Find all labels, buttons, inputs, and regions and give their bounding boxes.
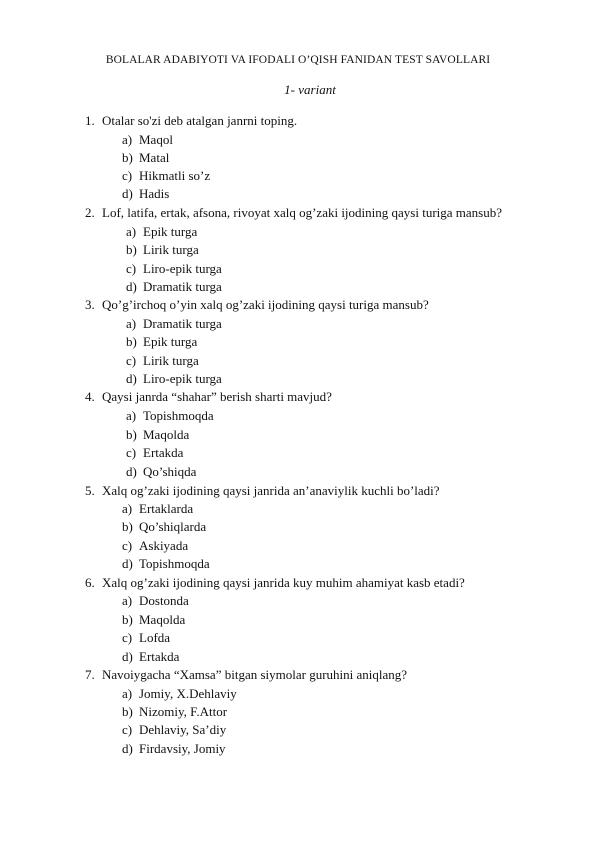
option-text: Firdavsiy, Jomiy xyxy=(139,741,226,756)
option-letter: a) xyxy=(126,408,137,423)
option-text: Dramatik turga xyxy=(143,316,222,331)
option-text: Maqol xyxy=(139,132,173,147)
option-text: Liro-epik turga xyxy=(143,261,222,276)
option-letter: a) xyxy=(122,132,133,147)
question-7 xyxy=(85,666,407,683)
option-text: Nizomiy, F.Attor xyxy=(139,704,228,719)
option-letter: a) xyxy=(122,593,133,608)
option-1b xyxy=(122,149,169,166)
option-5b xyxy=(122,518,206,535)
option-text: Dramatik turga xyxy=(143,279,222,294)
option-letter: b) xyxy=(122,612,133,627)
option-letter: b) xyxy=(122,519,133,534)
option-letter: d) xyxy=(122,741,133,756)
question-3 xyxy=(85,296,429,313)
option-6b xyxy=(122,611,185,628)
option-letter: c) xyxy=(122,630,133,645)
option-6a xyxy=(122,592,189,609)
option-text: Ertakda xyxy=(143,445,184,460)
question-text: Qo’g’irchoq o’yin xalq og’zaki ijodining qaysi turiga mansub? xyxy=(102,297,429,312)
option-text: Jomiy, X.Dehlaviy xyxy=(139,686,237,701)
option-7a xyxy=(122,685,237,702)
option-text: Topishmoqda xyxy=(143,408,214,423)
question-text: Xalq og’zaki ijodining qaysi janrida kuy muhim ahamiyat kasb etadi? xyxy=(102,575,465,590)
option-letter: c) xyxy=(122,168,133,183)
question-text: Qaysi janrda “shahar” berish sharti mavjud? xyxy=(102,389,332,404)
option-3d xyxy=(126,370,222,387)
option-letter: d) xyxy=(126,371,137,386)
option-letter: a) xyxy=(122,686,133,701)
option-text: Dostonda xyxy=(139,593,189,608)
option-1d xyxy=(122,185,169,202)
question-number: 3. xyxy=(85,297,95,312)
option-4b xyxy=(126,426,189,443)
option-3c xyxy=(126,352,199,369)
option-text: Qo’shiqlarda xyxy=(139,519,207,534)
option-7d xyxy=(122,740,226,757)
document-title: BOLALAR ADABIYOTI VA IFODALI O’QISH FANIDAN TEST SAVOLLARI xyxy=(105,54,491,66)
option-letter: c) xyxy=(122,722,133,737)
question-4 xyxy=(85,388,332,405)
option-text: Lofda xyxy=(139,630,171,645)
option-text: Epik turga xyxy=(143,334,198,349)
option-letter: c) xyxy=(126,353,137,368)
option-1c xyxy=(122,167,210,184)
option-text: Lirik turga xyxy=(143,242,199,257)
option-2d xyxy=(126,278,222,295)
option-7c xyxy=(122,721,226,738)
question-2 xyxy=(85,204,502,221)
option-text: Epik turga xyxy=(143,224,198,239)
option-text: Ertaklarda xyxy=(139,501,194,516)
question-number: 1. xyxy=(85,113,95,128)
question-number: 5. xyxy=(85,483,95,498)
option-letter: d) xyxy=(122,186,133,201)
option-letter: d) xyxy=(122,649,133,664)
option-text: Maqolda xyxy=(143,427,190,442)
option-letter: d) xyxy=(122,556,133,571)
option-letter: a) xyxy=(126,224,137,239)
option-5d xyxy=(122,555,210,572)
option-text: Ertakda xyxy=(139,649,180,664)
option-5c xyxy=(122,537,188,554)
option-text: Liro-epik turga xyxy=(143,371,222,386)
option-text: Hadis xyxy=(139,186,170,201)
option-letter: b) xyxy=(126,427,137,442)
question-number: 7. xyxy=(85,667,95,682)
option-text: Maqolda xyxy=(139,612,186,627)
question-1 xyxy=(85,112,297,129)
option-text: Topishmoqda xyxy=(139,556,210,571)
option-letter: c) xyxy=(126,445,137,460)
option-6c xyxy=(122,629,170,646)
question-number: 4. xyxy=(85,389,95,404)
question-text: Navoiygacha “Xamsa” bitgan siymolar guruhini aniqlang? xyxy=(102,667,408,682)
variant-label: 1- variant xyxy=(284,82,336,97)
question-number: 2. xyxy=(85,205,95,220)
option-2b xyxy=(126,241,199,258)
option-7b xyxy=(122,703,227,720)
option-letter: d) xyxy=(126,464,137,479)
option-4d xyxy=(126,463,196,480)
option-letter: d) xyxy=(126,279,137,294)
question-number: 6. xyxy=(85,575,95,590)
option-letter: b) xyxy=(122,150,133,165)
option-letter: b) xyxy=(126,334,137,349)
option-text: Lirik turga xyxy=(143,353,199,368)
option-letter: b) xyxy=(126,242,137,257)
option-text: Matal xyxy=(139,150,170,165)
option-5a xyxy=(122,500,193,517)
option-1a xyxy=(122,131,173,148)
option-letter: a) xyxy=(122,501,133,516)
question-text: Otalar so'zi deb atalgan janrni toping. xyxy=(102,113,298,128)
option-6d xyxy=(122,648,179,665)
option-4c xyxy=(126,444,183,461)
option-2a xyxy=(126,223,197,240)
option-4a xyxy=(126,407,214,424)
option-3b xyxy=(126,333,197,350)
question-5 xyxy=(85,482,440,499)
option-text: Askiyada xyxy=(139,538,189,553)
question-text: Xalq og’zaki ijodining qaysi janrida an’anaviylik kuchli bo’ladi? xyxy=(102,483,440,498)
option-text: Qo’shiqda xyxy=(143,464,197,479)
question-6 xyxy=(85,574,465,591)
option-2c xyxy=(126,260,222,277)
option-letter: b) xyxy=(122,704,133,719)
option-letter: c) xyxy=(126,261,137,276)
option-text: Dehlaviy, Sa’diy xyxy=(139,722,227,737)
option-text: Hikmatli so’z xyxy=(139,168,211,183)
option-3a xyxy=(126,315,222,332)
option-letter: c) xyxy=(122,538,133,553)
option-letter: a) xyxy=(126,316,137,331)
question-text: Lof, latifa, ertak, afsona, rivoyat xalq og’zaki ijodining qaysi turiga mansub? xyxy=(102,205,502,220)
